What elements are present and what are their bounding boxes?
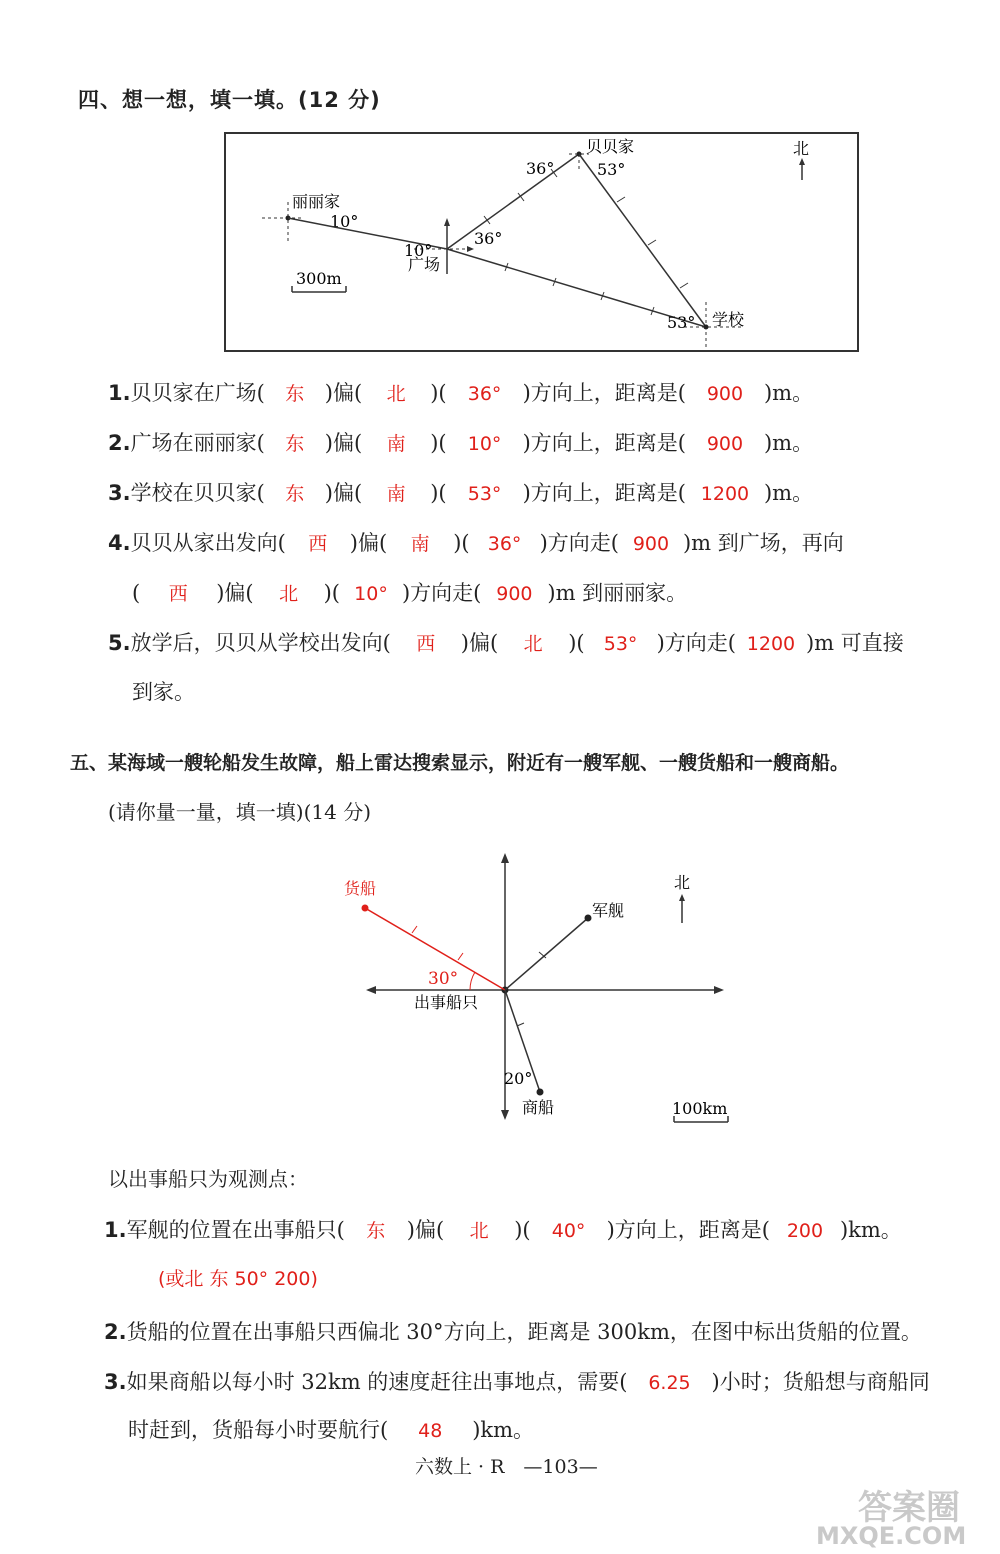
s4-question-4-line2: ( 西 )偏( 北 )( 10° )方向走( 900 )m 到丽丽家。: [132, 581, 688, 605]
north-label: 北: [793, 139, 810, 158]
answer-blank[interactable]: 1200: [700, 483, 750, 505]
warship-label: 军舰: [592, 901, 625, 920]
answer-blank[interactable]: 6.25: [648, 1372, 691, 1394]
incident-label: 出事船只: [414, 993, 479, 1012]
answer-blank[interactable]: 西: [416, 633, 436, 655]
answer-blank[interactable]: 900: [496, 583, 533, 605]
s5-question-2: 2.货船的位置在出事船只西偏北 30°方向上，距离是 300km，在图中标出货船的位置。: [104, 1320, 922, 1344]
answer-blank[interactable]: 南: [386, 433, 406, 455]
watermark-url: MXQE.COM: [816, 1522, 967, 1550]
beibei-label: 贝贝家: [586, 137, 635, 156]
scale-label: 300m: [296, 269, 342, 288]
map-diagram-1: [224, 132, 860, 354]
answer-blank[interactable]: 48: [418, 1420, 443, 1442]
answer-blank[interactable]: 北: [523, 633, 543, 655]
s4-question-1: 1.贝贝家在广场( 东 )偏( 北 )( 36° )方向上，距离是( 900 )m。: [108, 381, 814, 405]
school-label: 学校: [712, 310, 745, 329]
scale-label: 100km: [672, 1099, 728, 1118]
merchant-label: 商船: [522, 1098, 555, 1117]
answer-blank[interactable]: 40°: [551, 1220, 586, 1242]
answer-blank[interactable]: 10°: [354, 583, 388, 605]
school-angle-53: 53°: [667, 313, 696, 332]
answer-blank[interactable]: 北: [279, 583, 299, 605]
s5-question-3-line2: 时赶到，货船每小时要航行( 48 )km。: [128, 1418, 535, 1442]
line-warship: [505, 918, 588, 990]
answer-blank[interactable]: 西: [168, 583, 188, 605]
answer-blank[interactable]: 东: [285, 383, 305, 405]
answer-blank[interactable]: 南: [386, 483, 406, 505]
line-square-beibei: [447, 154, 579, 249]
answer-blank[interactable]: 1200: [746, 633, 796, 655]
page-footer: 六数上 · R —103—: [415, 1456, 598, 1478]
beibei-angle-36: 36°: [526, 159, 555, 178]
answer-blank[interactable]: 北: [386, 383, 406, 405]
answer-blank[interactable]: 东: [285, 483, 305, 505]
answer-blank[interactable]: 53°: [603, 633, 638, 655]
answer-blank[interactable]: 北: [469, 1220, 489, 1242]
answer-blank[interactable]: 东: [366, 1220, 386, 1242]
section-5-title: 五、某海域一艘轮船发生故障，船上雷达搜索显示，附近有一艘军舰、一艘货船和一艘商船。: [70, 752, 850, 774]
answer-blank[interactable]: 西: [308, 533, 328, 555]
watermark-logo: 答案圈: [858, 1488, 960, 1528]
answer-blank[interactable]: 南: [410, 533, 430, 555]
line-beibei-school: [579, 154, 706, 327]
merchant-angle: 20°: [504, 1069, 533, 1088]
warship-point: [585, 915, 592, 922]
section-4-title: 四、想一想，填一填。(12 分): [78, 88, 381, 112]
answer-blank[interactable]: 900: [632, 533, 670, 555]
answer-blank[interactable]: 东: [285, 433, 305, 455]
merchant-point: [537, 1089, 544, 1096]
answer-blank[interactable]: 53°: [467, 483, 502, 505]
square-label: 广场: [408, 255, 441, 274]
answer-blank[interactable]: 36°: [487, 533, 522, 555]
angle-lili: 10°: [330, 212, 359, 231]
cargo-label: 货船: [344, 879, 377, 898]
north-label: 北: [674, 873, 691, 892]
observe-intro: 以出事船只为观测点：: [108, 1167, 308, 1191]
s4-question-2: 2.广场在丽丽家( 东 )偏( 南 )( 10° )方向上，距离是( 900 )m。: [108, 431, 814, 455]
beibei-angle-53: 53°: [597, 160, 626, 179]
s5-question-1: 1.军舰的位置在出事船只( 东 )偏( 北 )( 40° )方向上，距离是( 200 )km。: [104, 1218, 902, 1242]
alt-answer: (或北 东 50° 200): [158, 1268, 318, 1290]
answer-blank[interactable]: 200: [786, 1220, 824, 1242]
cargo-angle: 30°: [428, 969, 459, 989]
cargo-point: [362, 905, 369, 912]
answer-blank[interactable]: 900: [706, 383, 744, 405]
lili-label: 丽丽家: [292, 192, 341, 211]
answer-blank[interactable]: 36°: [467, 383, 502, 405]
s4-question-3: 3.学校在贝贝家( 东 )偏( 南 )( 53° )方向上，距离是( 1200 )m。: [108, 481, 814, 505]
section-5-subtitle: (请你量一量，填一填)(14 分): [108, 800, 372, 824]
square-angle-10: 10°: [404, 241, 433, 260]
answer-blank[interactable]: 900: [706, 433, 744, 455]
s5-question-3: 3.如果商船以每小时 32km 的速度赶往出事地点，需要( 6.25 )小时；货船想与商船同: [104, 1370, 930, 1394]
answer-blank[interactable]: 10°: [467, 433, 502, 455]
s4-question-5: 5.放学后，贝贝从学校出发向( 西 )偏( 北 )( 53° )方向走( 1200 )m 可直接: [108, 631, 904, 655]
square-angle-36: 36°: [474, 229, 503, 248]
radar-diagram: [330, 848, 750, 1128]
s4-question-4: 4.贝贝从家出发向( 西 )偏( 南 )( 36° )方向走( 900 )m 到广场，再向: [108, 531, 844, 555]
s4-question-5-line2: 到家。: [132, 680, 195, 704]
